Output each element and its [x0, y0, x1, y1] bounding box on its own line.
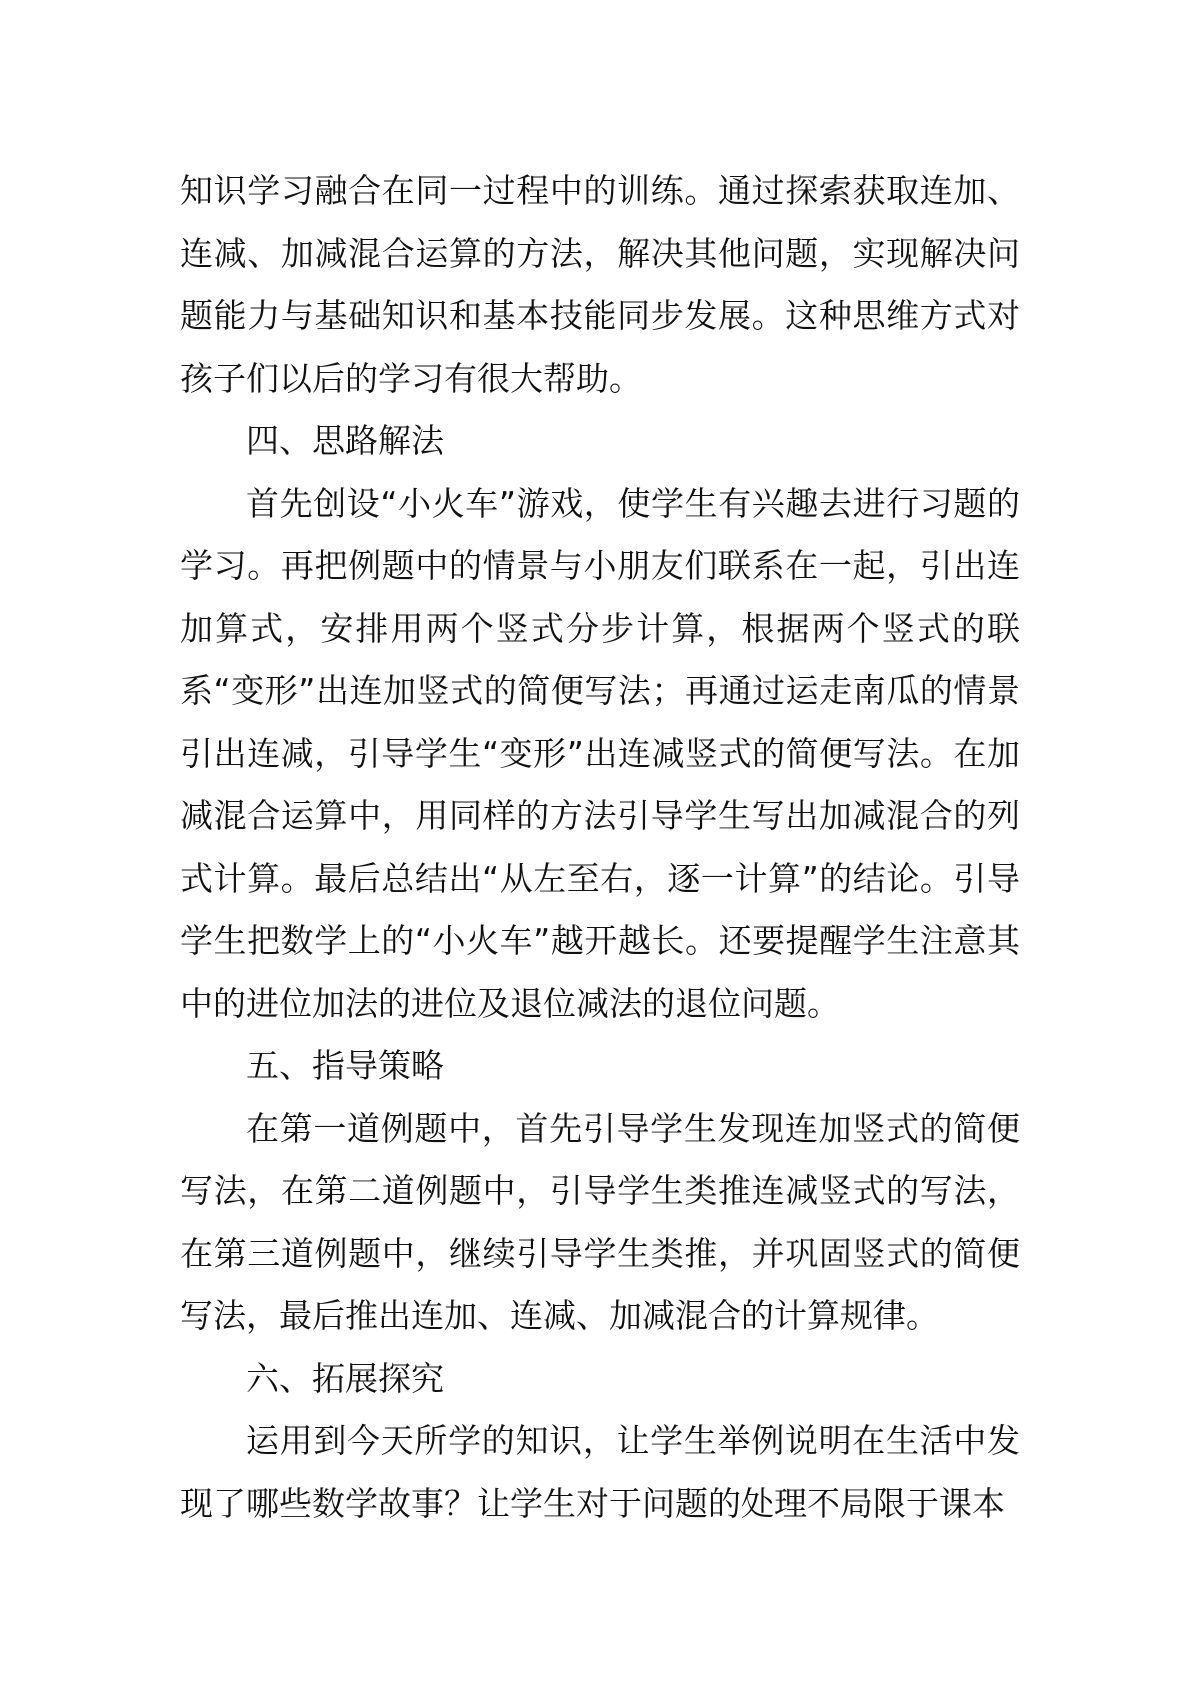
paragraph-strategy: 在第一道例题中，首先引导学生发现连加竖式的简便写法，在第二道例题中，引导学生类推连减竖式的写法，在第三道例题中，继续引导学生类推，并巩固竖式的简便写法，最后推出连加、连减、加减混合的计算规律。 — [180, 1108, 1020, 1335]
document-body — [180, 160, 1020, 1535]
section-heading-4: 四、思路解法 — [246, 421, 444, 460]
section-heading-5: 五、指导策略 — [246, 1046, 444, 1085]
paragraph-extension: 运用到今天所学的知识，让学生举例说明在生活中发现了哪些数学故事？让学生对于问题的处理不局限于课本 — [180, 1421, 1020, 1523]
paragraph-approach: 首先创设“小火车”游戏，使学生有兴趣去进行习题的学习。再把例题中的情景与小朋友们联系在一起，引出连加算式，安排用两个竖式分步计算，根据两个竖式的联系“变形”出连加竖式的简便写法；再通过运走南瓜的情景引出连减，引导学生“变形”出连减竖式的简便写法。在加减混合运算中，用同样的方法引导学生写出加减混合的列式计算。最后总结出“从左至右，逐一计算”的结论。引导学生把数学上的“小火车”越开越长。还要提醒学生注意其中的进位加法的进位及退位减法的退位问题。 — [180, 483, 1020, 1023]
section-heading-6: 六、拓展探究 — [246, 1358, 444, 1398]
paragraph-intro: 知识学习融合在同一过程中的训练。通过探索获取连加、连减、加减混合运算的方法，解决其他问题，实现解决问题能力与基础知识和基本技能同步发展。这种思维方式对孩子们以后的学习有很大帮助。 — [180, 171, 1020, 398]
